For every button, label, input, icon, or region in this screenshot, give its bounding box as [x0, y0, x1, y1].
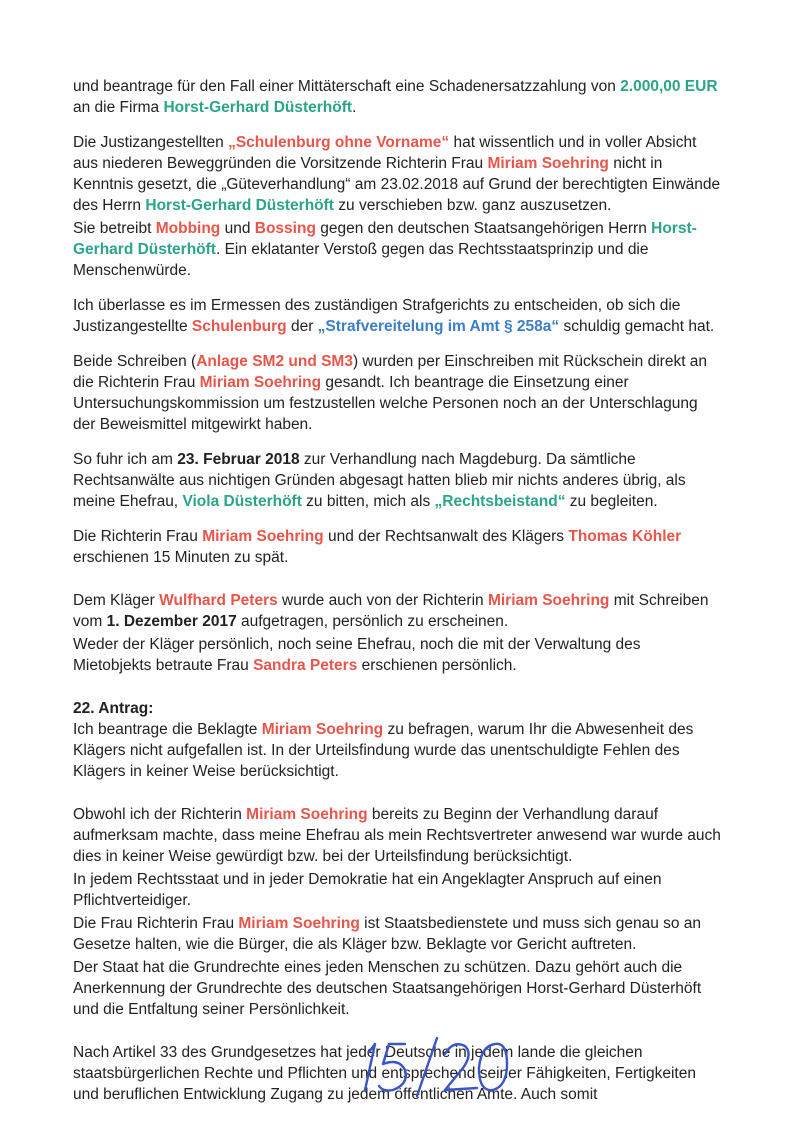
text: gesandt. Ich beantrage die Einsetzung einer Untersuchungskommission um festzustellen welche Personen noch an der Unterschlagung der Beweismittel mitgewirkt haben.: [73, 374, 698, 433]
text: . Ein eklatanter Verstoß gegen das Rechtsstaatsprinzip und die Menschenwürde.: [73, 241, 649, 279]
name-highlight: Viola Düsterhöft: [182, 493, 302, 510]
paragraph-1: [73, 76, 723, 118]
name-highlight: Sandra Peters: [253, 657, 358, 674]
paragraph-12: In jedem Rechtsstaat und in jeder Demokratie hat ein Angeklagter Anspruch auf einen Pflichtverteidiger.: [73, 871, 662, 909]
paragraph-14: Der Staat hat die Grundrechte eines jeden Menschen zu schützen. Dazu gehört auch die Anerkennung der Grundrechte des deutschen Staatsangehörigen Horst-Gerhard Düsterhöft und die Entfaltung seiner Persönlichkeit.: [73, 959, 702, 1018]
paragraph-8: [73, 590, 723, 632]
text: der: [286, 318, 318, 335]
document-body: [73, 76, 723, 1119]
name-highlight: Horst-Gerhard Düsterhöft: [73, 220, 697, 258]
name-highlight: Thomas Köhler: [568, 528, 682, 545]
paragraph-2: [73, 132, 723, 216]
text: Ich beantrage die Beklagte: [73, 721, 262, 738]
name-highlight: Miriam Soehring: [487, 155, 609, 172]
handwritten-page-number: [355, 1030, 515, 1100]
text: erschienen 15 Minuten zu spät.: [73, 549, 289, 566]
amount-highlight: 2.000,00 EUR: [620, 78, 718, 95]
name-highlight: Miriam Soehring: [246, 806, 368, 823]
name-highlight: Wulfhard Peters: [159, 592, 278, 609]
paragraph-15: Nach Artikel 33 des Grundgesetzes hat jeder Deutsche in jedem lande die gleichen staatsbürgerlichen Rechte und Pflichten und entsprechend seiner Fähigkeiten, Fertigkeiten und beruflichen Entwicklung Zugang zu jedem öffentlichen Amte. Auch somit: [73, 1044, 696, 1103]
text: und beantrage für den Fall einer Mittäterschaft eine Schadenersatzzahlung von: [73, 78, 621, 95]
text: Die Justizangestellten: [73, 134, 229, 151]
text: So fuhr ich am: [73, 451, 178, 468]
date-highlight: 1. Dezember 2017: [106, 613, 237, 630]
paragraph-9: [73, 634, 723, 676]
name-highlight: Miriam Soehring: [487, 592, 610, 609]
text: schuldig gemacht hat.: [559, 318, 715, 335]
section-heading: 22. Antrag:: [73, 700, 154, 717]
annex-highlight: Anlage SM2 und SM3: [196, 353, 353, 370]
text: Weder der Kläger persönlich, noch seine Ehefrau, noch die mit der Verwaltung des Mietobjekts betraute Frau: [73, 636, 641, 674]
name-highlight: Miriam Soehring: [238, 915, 360, 932]
text: zu bitten, mich als: [301, 493, 435, 510]
text: Beide Schreiben (: [73, 353, 197, 370]
paragraph-11: [73, 804, 723, 867]
text: und der Rechtsanwalt des Klägers: [323, 528, 569, 545]
term-highlight: Mobbing: [155, 220, 221, 237]
name-highlight: „Schulenburg ohne Vorname“: [228, 134, 450, 151]
text: erschienen persönlich.: [357, 657, 517, 674]
name-highlight: Horst-Gerhard Düsterhöft: [145, 197, 334, 214]
paragraph-10: [73, 719, 723, 782]
text: Die Frau Richterin Frau: [73, 915, 239, 932]
text: Sie betreibt: [73, 220, 156, 237]
text: zu verschieben bzw. ganz auszusetzen.: [333, 197, 612, 214]
text: ) wurden per Einschreiben mit Rückschein direkt an die Richterin Frau: [73, 353, 708, 391]
text: Obwohl ich der Richterin: [73, 806, 247, 823]
name-highlight: Horst-Gerhard Düsterhöft: [163, 99, 353, 116]
text: aufgetragen, persönlich zu erscheinen.: [236, 613, 509, 630]
law-highlight: „Strafvereitelung im Amt § 258a“: [317, 318, 560, 335]
paragraph-13: [73, 913, 723, 955]
name-highlight: Miriam Soehring: [202, 528, 324, 545]
text: mit Schreiben vom: [73, 592, 709, 630]
text: wurde auch von der Richterin: [277, 592, 488, 609]
text: und: [220, 220, 255, 237]
text: Dem Kläger: [73, 592, 160, 609]
text: an die Firma: [73, 99, 164, 116]
paragraph-4: [73, 295, 723, 337]
text: nicht in Kenntnis gesetzt, die „Güteverhandlung“ am 23.02.2018 auf Grund der berechtigten Einwände des Herrn: [73, 155, 721, 214]
text: zu befragen, warum Ihr die Abwesenheit des Klägers nicht aufgefallen ist. In der Urteilsfindung wurde das unentschuldigte Fehlen des Klägers in keiner Weise berücksichtigt.: [73, 721, 694, 780]
paragraph-6: [73, 449, 723, 512]
name-highlight: Schulenburg: [191, 318, 287, 335]
text: gegen den deutschen Staatsangehörigen Herrn: [315, 220, 652, 237]
term-highlight: „Rechtsbeistand“: [434, 493, 566, 510]
name-highlight: Miriam Soehring: [261, 721, 384, 738]
text: .: [352, 99, 357, 116]
text: Die Richterin Frau: [73, 528, 203, 545]
paragraph-3: [73, 218, 723, 281]
name-highlight: Miriam Soehring: [199, 374, 322, 391]
paragraph-7: [73, 526, 723, 568]
text: zu begleiten.: [565, 493, 658, 510]
paragraph-5: [73, 351, 723, 435]
date-highlight: 23. Februar 2018: [177, 451, 300, 468]
term-highlight: Bossing: [254, 220, 316, 237]
text: Ich überlasse es im Ermessen des zuständigen Strafgerichts zu entscheiden, ob sich die Justizangestellte: [73, 297, 681, 335]
text: zur Verhandlung nach Magdeburg. Da sämtliche Rechtsanwälte aus nichtigen Gründen abgesagt hatten blieb mir nichts anderes übrig, als meine Ehefrau,: [73, 451, 686, 510]
text: bereits zu Beginn der Verhandlung darauf aufmerksam machte, dass meine Ehefrau als mein Rechtsvertreter anwesend war wurde auch dies in keiner Weise gewürdigt bzw. bei der Urteilsfindung berücksichtigt.: [73, 806, 721, 865]
text: hat wissentlich und in voller Absicht aus niederen Beweggründen die Vorsitzende Richterin Frau: [73, 134, 697, 172]
text: ist Staatsbedienstete und muss sich genau so an Gesetze halten, wie die Bürger, die als Kläger bzw. Beklagte vor Gericht auftreten.: [73, 915, 702, 953]
